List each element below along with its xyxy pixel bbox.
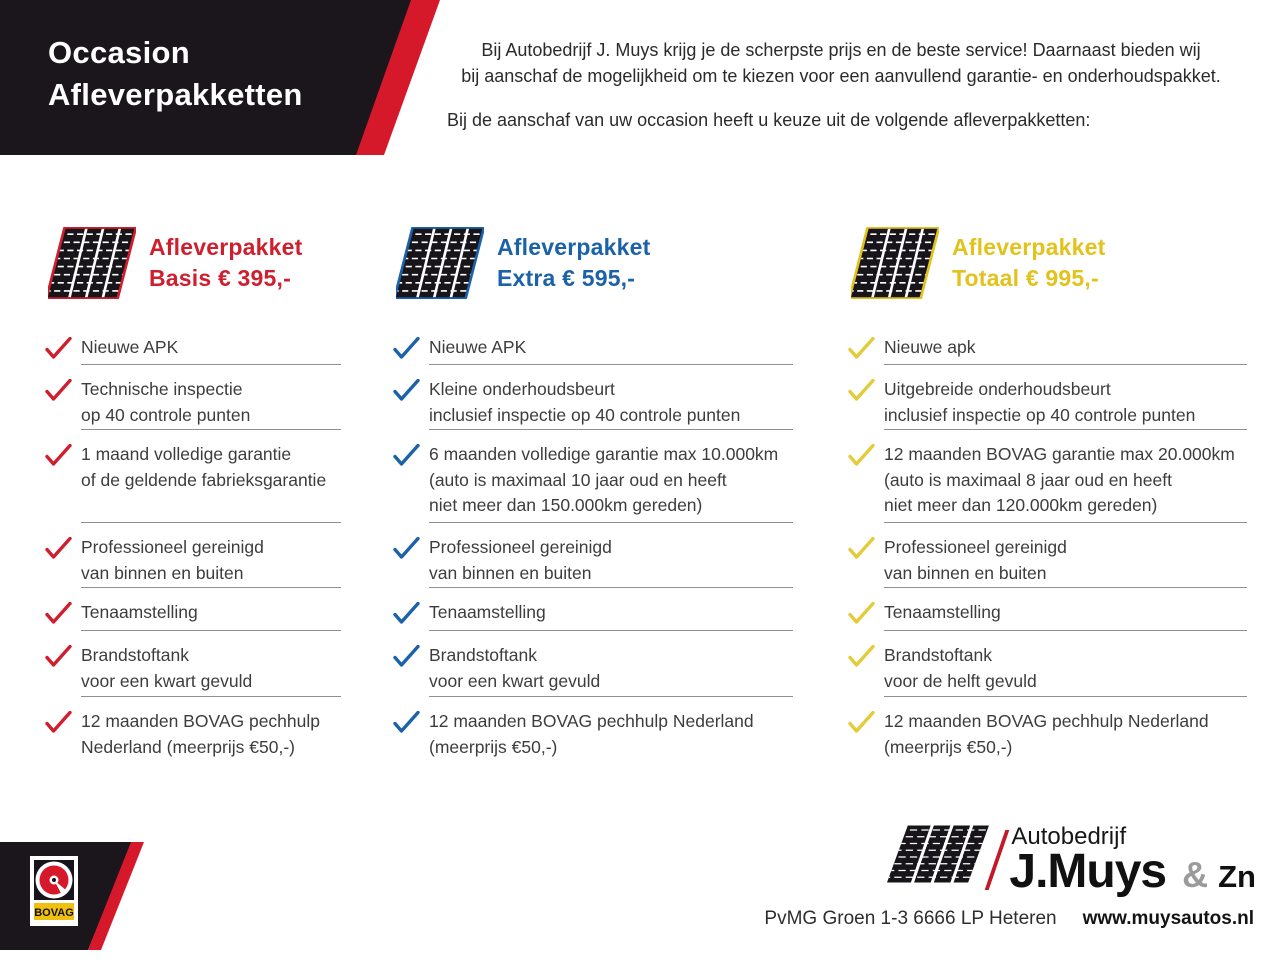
checkmark-icon [848, 444, 875, 475]
item-text-line: 6 maanden volledige garantie max 10.000km [429, 444, 779, 464]
item-separator [884, 587, 1247, 588]
checkmark-icon [393, 711, 420, 742]
item-separator [81, 630, 341, 631]
package-item [45, 643, 341, 709]
item-separator [429, 522, 793, 523]
item-separator [81, 429, 341, 430]
package-title-line1: Afleverpakket [952, 234, 1106, 260]
page-title [48, 32, 303, 116]
item-text-line: 12 maanden BOVAG pechhulp Nederland [429, 711, 754, 731]
item-text-line: Kleine onderhoudsbeurt [429, 379, 615, 399]
item-text-line: van binnen en buiten [81, 562, 244, 583]
brand-suffix: Zn [1218, 859, 1256, 894]
item-text-line: Professioneel gereinigd [429, 537, 612, 557]
item-text-line: voor een kwart gevuld [81, 670, 253, 691]
item-text-line: 1 maand volledige garantie [81, 444, 292, 464]
brand-name-row [1009, 845, 1256, 898]
item-separator [81, 587, 341, 588]
item-text-line: (auto is maximaal 8 jaar oud en heeft [884, 469, 1172, 490]
package-item [45, 442, 341, 535]
item-text-line: Nieuwe APK [429, 337, 527, 357]
package-item [848, 442, 1247, 535]
item-text-line: voor de helft gevuld [884, 670, 1037, 691]
package-item [45, 377, 341, 442]
package-item [848, 600, 1247, 643]
checkmark-icon [848, 602, 875, 633]
item-text-line: niet meer dan 150.000km gereden) [429, 495, 703, 515]
checkmark-icon [45, 645, 72, 676]
checkmark-icon [45, 537, 72, 568]
intro-line2: bij aanschaf de mogelijkheid om te kiezen voor een aanvullend garantie- en onderhoudspakket. [461, 66, 1221, 86]
item-text-line: Technische inspectie [81, 379, 243, 399]
package-item [393, 377, 793, 442]
brand-ampersand: & [1182, 854, 1209, 895]
tire-tread-icon [887, 824, 991, 884]
item-separator [429, 587, 793, 588]
package-title-line1: Afleverpakket [497, 234, 651, 260]
package-item [848, 643, 1247, 709]
page-title-line1: Occasion [48, 35, 190, 70]
checkmark-icon [45, 711, 72, 742]
package-title-line2: Extra € 595,- [497, 265, 636, 291]
item-text-line: of de geldende fabrieksgarantie [81, 469, 327, 490]
item-separator [429, 630, 793, 631]
package-header-extra [396, 224, 793, 302]
package-title-line2: Totaal € 995,- [952, 265, 1099, 291]
item-text-line: (meerprijs €50,-) [429, 736, 558, 757]
item-text-line: niet meer dan 120.000km gereden) [884, 495, 1158, 515]
package-title-line1: Afleverpakket [149, 234, 303, 260]
checkmark-icon [393, 602, 420, 633]
checkmark-icon [393, 337, 420, 368]
package-item [45, 600, 341, 643]
package-header-basis [48, 224, 341, 302]
website-text: www.muysautos.nl [1082, 908, 1254, 929]
item-text-line: inclusief inspectie op 40 controle punten [884, 404, 1196, 425]
item-separator [429, 429, 793, 430]
package-item [393, 600, 793, 643]
brand-name: J.Muys [1009, 845, 1167, 898]
item-separator [429, 364, 793, 365]
package-column-totaal [848, 224, 1247, 787]
item-text-line: 12 maanden BOVAG pechhulp Nederland [884, 711, 1209, 731]
brand-prefix: Autobedrijf [1011, 823, 1127, 850]
checkmark-icon [393, 537, 420, 568]
item-text-line: (auto is maximaal 10 jaar oud en heeft [429, 469, 727, 490]
item-text-line: Nederland (meerprijs €50,-) [81, 736, 295, 757]
item-separator [81, 696, 341, 697]
item-text-line: Tenaamstelling [884, 602, 1001, 622]
brand-text [1009, 824, 1256, 896]
checkmark-icon [393, 645, 420, 676]
tire-tread-icon [48, 227, 136, 299]
package-item [45, 335, 341, 377]
item-text-line: op 40 controle punten [81, 404, 251, 425]
footer-address-row [764, 908, 1254, 930]
item-separator [884, 364, 1247, 365]
item-separator [429, 696, 793, 697]
intro-paragraph-1 [445, 37, 1237, 89]
checkmark-icon [45, 602, 72, 633]
checkmark-icon [45, 337, 72, 368]
dealer-logo [887, 824, 1256, 896]
checkmark-icon [848, 337, 875, 368]
checkmark-icon [848, 537, 875, 568]
item-text-line: Brandstoftank [884, 645, 992, 665]
item-text-line: Professioneel gereinigd [884, 537, 1067, 557]
package-column-basis [45, 224, 341, 787]
package-item [848, 335, 1247, 377]
intro-paragraph-2: Bij de aanschaf van uw occasion heeft u keuze uit de volgende afleverpakketten: [447, 110, 1091, 130]
checkmark-icon [45, 444, 72, 475]
item-separator [884, 429, 1247, 430]
item-text-line: 12 maanden BOVAG garantie max 20.000km [884, 444, 1235, 464]
intro-text [445, 37, 1237, 133]
package-title [149, 232, 302, 294]
package-column-extra [393, 224, 793, 787]
package-title-line2: Basis € 395,- [149, 265, 291, 291]
item-text-line: Tenaamstelling [429, 602, 546, 622]
package-item [45, 709, 341, 787]
item-text-line: van binnen en buiten [884, 562, 1047, 583]
tire-tread-icon [396, 227, 484, 299]
item-separator [884, 696, 1247, 697]
package-item [45, 535, 341, 600]
item-text-line: Brandstoftank [81, 645, 189, 665]
package-item [393, 535, 793, 600]
package-item [393, 709, 793, 787]
package-item [393, 335, 793, 377]
item-separator [81, 522, 341, 523]
item-text-line: Uitgebreide onderhoudsbeurt [884, 379, 1111, 399]
package-item [848, 709, 1247, 787]
item-text-line: Brandstoftank [429, 645, 537, 665]
page-title-line2: Afleverpakketten [48, 77, 303, 112]
address-text: PvMG Groen 1-3 6666 LP Heteren [764, 908, 1057, 929]
item-separator [81, 364, 341, 365]
intro-line1: Bij Autobedrijf J. Muys krijg je de scherpste prijs en de beste service! Daarnaast bieden wij [481, 40, 1201, 60]
item-text-line: inclusief inspectie op 40 controle punten [429, 404, 741, 425]
checkmark-icon [393, 379, 420, 410]
bovag-logo-icon [30, 856, 78, 926]
bovag-logo [30, 856, 78, 931]
package-header-totaal [851, 224, 1247, 302]
package-title [497, 232, 650, 294]
item-text-line: Nieuwe apk [884, 337, 976, 357]
checkmark-icon [393, 444, 420, 475]
package-item [848, 535, 1247, 600]
checkmark-icon [45, 379, 72, 410]
item-separator [884, 630, 1247, 631]
checkmark-icon [848, 379, 875, 410]
checkmark-icon [848, 711, 875, 742]
package-item [393, 442, 793, 535]
item-separator [884, 522, 1247, 523]
package-title [952, 232, 1105, 294]
item-text-line: voor een kwart gevuld [429, 670, 601, 691]
item-text-line: van binnen en buiten [429, 562, 592, 583]
checkmark-icon [848, 645, 875, 676]
package-item [848, 377, 1247, 442]
item-text-line: Nieuwe APK [81, 337, 179, 357]
tire-tread-icon [851, 227, 939, 299]
item-text-line: Tenaamstelling [81, 602, 198, 622]
bovag-label: BOVAG [34, 907, 74, 919]
item-text-line: (meerprijs €50,-) [884, 736, 1013, 757]
item-text-line: Professioneel gereinigd [81, 537, 264, 557]
item-text-line: 12 maanden BOVAG pechhulp [81, 711, 321, 731]
package-item [393, 643, 793, 709]
brand-tire-icon [887, 824, 991, 889]
